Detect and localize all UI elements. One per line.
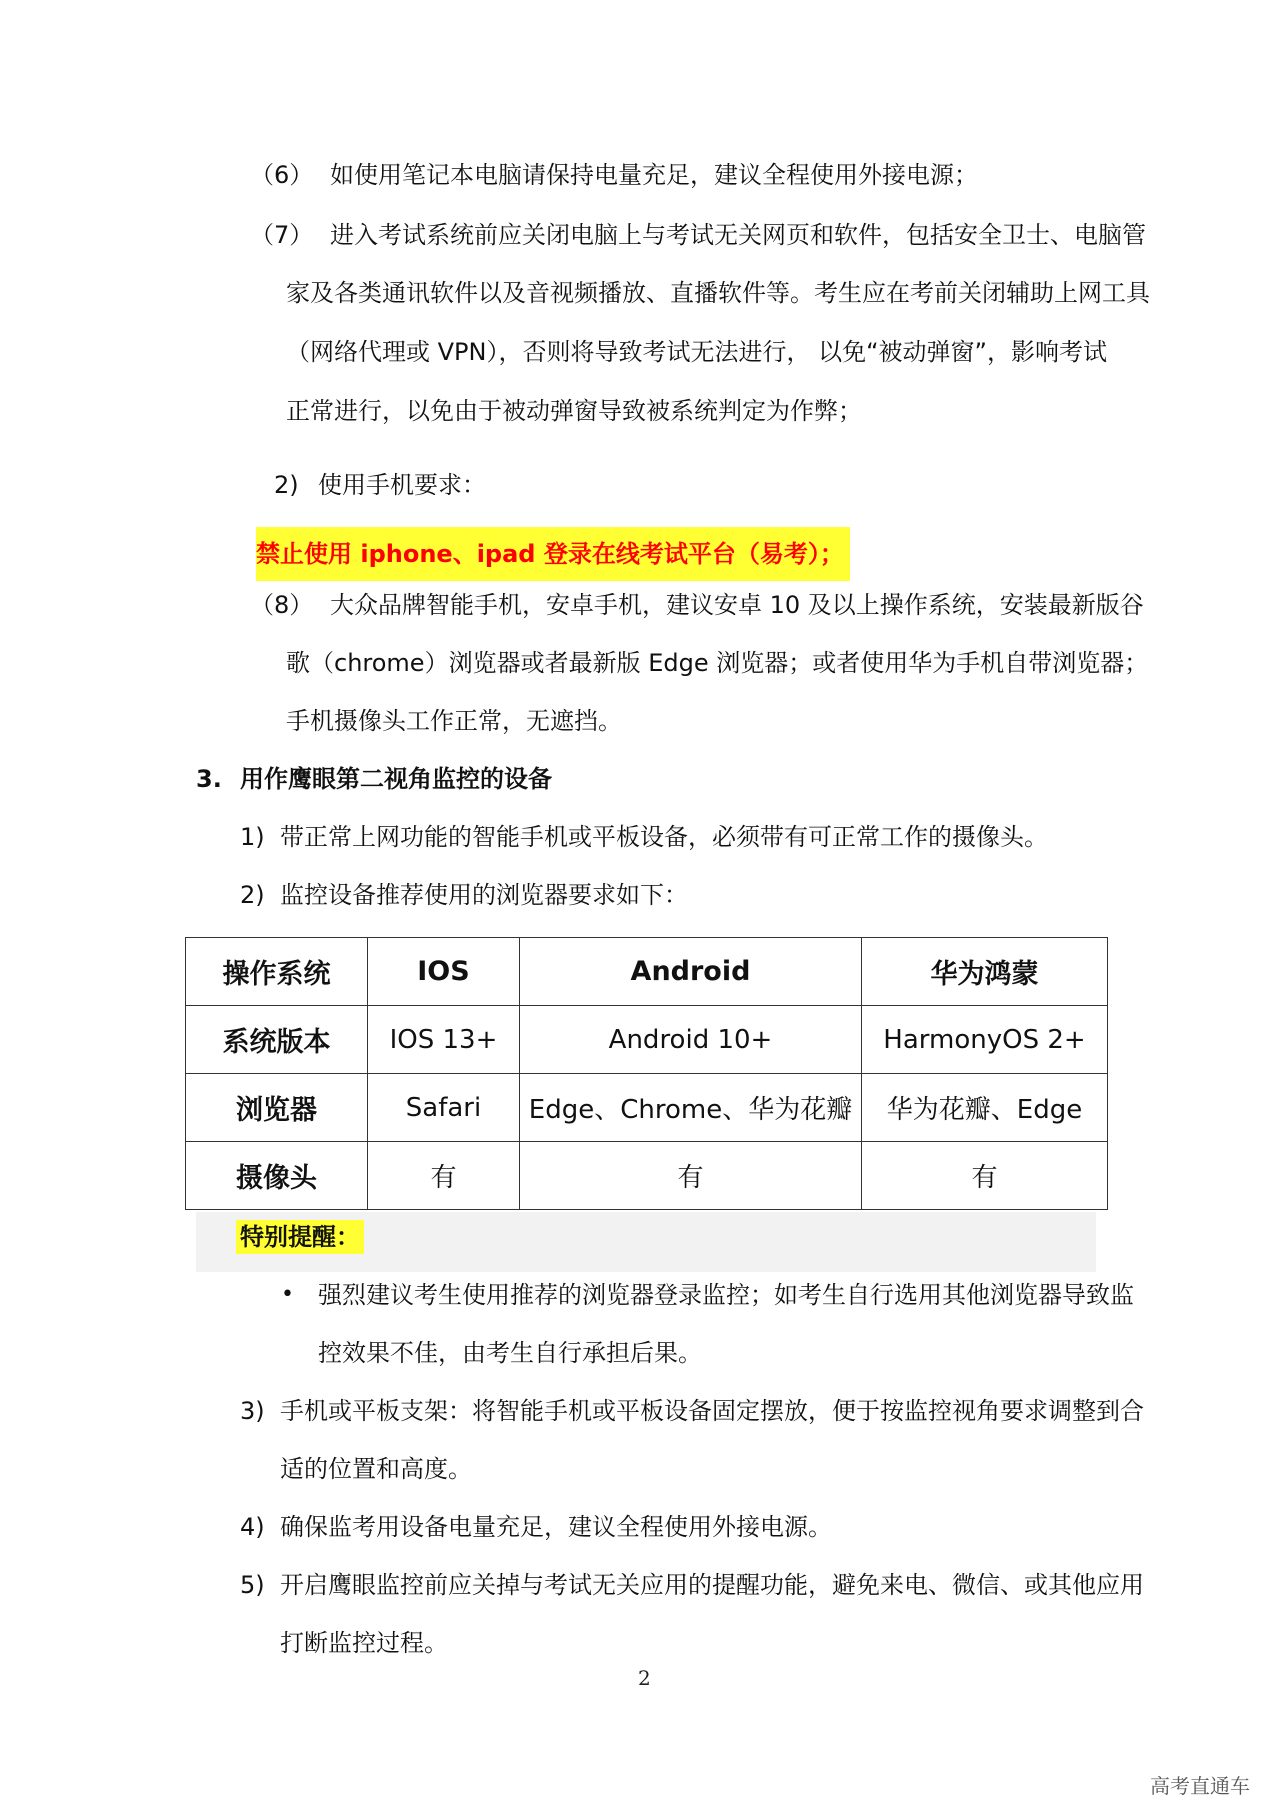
section-3-number: 3. <box>196 765 222 793</box>
item-8-line-2: 歌（chrome）浏览器或者最新版 Edge 浏览器；或者使用华为手机自带浏览器； <box>286 649 1149 677</box>
item-7-line-4: 正常进行，以免由于被动弹窗导致被系统判定为作弊； <box>286 397 862 425</box>
item-8-number: （8） <box>250 591 314 619</box>
table-cell: 有 <box>520 1142 862 1210</box>
table-header-cell: IOS <box>368 938 520 1006</box>
section-3-item-5-line-2: 打断监控过程。 <box>280 1629 448 1657</box>
bullet-line-2: 控效果不佳，由考生自行承担后果。 <box>318 1339 702 1367</box>
phone-requirements-number: 2) <box>274 471 299 499</box>
section-3-item-1-text: 带正常上网功能的智能手机或平板设备，必须带有可正常工作的摄像头。 <box>280 823 1048 851</box>
section-3-item-2-number: 2) <box>240 881 265 909</box>
table-row <box>186 1006 1108 1074</box>
table-header-row <box>186 938 1108 1006</box>
item-8-line-1: 大众品牌智能手机，安卓手机，建议安卓 10 及以上操作系统，安装最新版谷 <box>330 591 1144 619</box>
special-reminder-label: 特别提醒： <box>236 1220 364 1254</box>
table-cell: 有 <box>368 1142 520 1210</box>
section-3-item-4-number: 4) <box>240 1513 265 1541</box>
table-row-label: 系统版本 <box>186 1006 368 1074</box>
page-number: 2 <box>638 1666 651 1690</box>
table-cell: IOS 13+ <box>368 1006 520 1074</box>
section-3-item-1-number: 1) <box>240 823 265 851</box>
bullet-line-1: 强烈建议考生使用推荐的浏览器登录监控；如考生自行选用其他浏览器导致监 <box>318 1281 1134 1309</box>
table-cell: Android 10+ <box>520 1006 862 1074</box>
table-row-label: 摄像头 <box>186 1142 368 1210</box>
section-3-item-5-line-1: 开启鹰眼监控前应关掉与考试无关应用的提醒功能，避免来电、微信、或其他应用 <box>280 1571 1144 1599</box>
table-header-cell: Android <box>520 938 862 1006</box>
section-3-item-3-line-2: 适的位置和高度。 <box>280 1455 472 1483</box>
table-header-cell: 操作系统 <box>186 938 368 1006</box>
table-cell: 华为花瓣、Edge <box>862 1074 1108 1142</box>
section-3-item-5-number: 5) <box>240 1571 265 1599</box>
browser-requirements-table <box>185 937 1108 1210</box>
table-cell: 有 <box>862 1142 1108 1210</box>
section-3-item-4-text: 确保监考用设备电量充足，建议全程使用外接电源。 <box>280 1513 832 1541</box>
item-7-line-3: （网络代理或 VPN），否则将导致考试无法进行， 以免“被动弹窗”，影响考试 <box>286 338 1107 366</box>
table-cell: Safari <box>368 1074 520 1142</box>
iphone-warning: 禁止使用 iphone、ipad 登录在线考试平台（易考）； <box>256 527 850 581</box>
bullet-icon: • <box>281 1282 294 1307</box>
phone-requirements-heading: 使用手机要求： <box>318 471 486 499</box>
section-3-item-2-text: 监控设备推荐使用的浏览器要求如下： <box>280 881 688 909</box>
table-row-label: 浏览器 <box>186 1074 368 1142</box>
item-7-line-2: 家及各类通讯软件以及音视频播放、直播软件等。考生应在考前关闭辅助上网工具 <box>286 279 1150 307</box>
section-3-item-3-number: 3) <box>240 1397 265 1425</box>
item-6-number: （6） <box>250 161 314 189</box>
section-3-item-3-line-1: 手机或平板支架：将智能手机或平板设备固定摆放，便于按监控视角要求调整到合 <box>280 1397 1144 1425</box>
table-row <box>186 1074 1108 1142</box>
watermark-text: 高考直通车 <box>1150 1774 1250 1798</box>
item-8-line-3: 手机摄像头工作正常，无遮挡。 <box>286 707 622 735</box>
section-3-title: 用作鹰眼第二视角监控的设备 <box>240 765 552 793</box>
table-cell: Edge、Chrome、华为花瓣 <box>520 1074 862 1142</box>
item-7-line-1: 进入考试系统前应关闭电脑上与考试无关网页和软件，包括安全卫士、电脑管 <box>330 221 1146 249</box>
item-6-text: 如使用笔记本电脑请保持电量充足，建议全程使用外接电源； <box>330 161 978 189</box>
table-cell: HarmonyOS 2+ <box>862 1006 1108 1074</box>
item-7-number: （7） <box>250 221 314 249</box>
table-header-cell: 华为鸿蒙 <box>862 938 1108 1006</box>
table-row <box>186 1142 1108 1210</box>
